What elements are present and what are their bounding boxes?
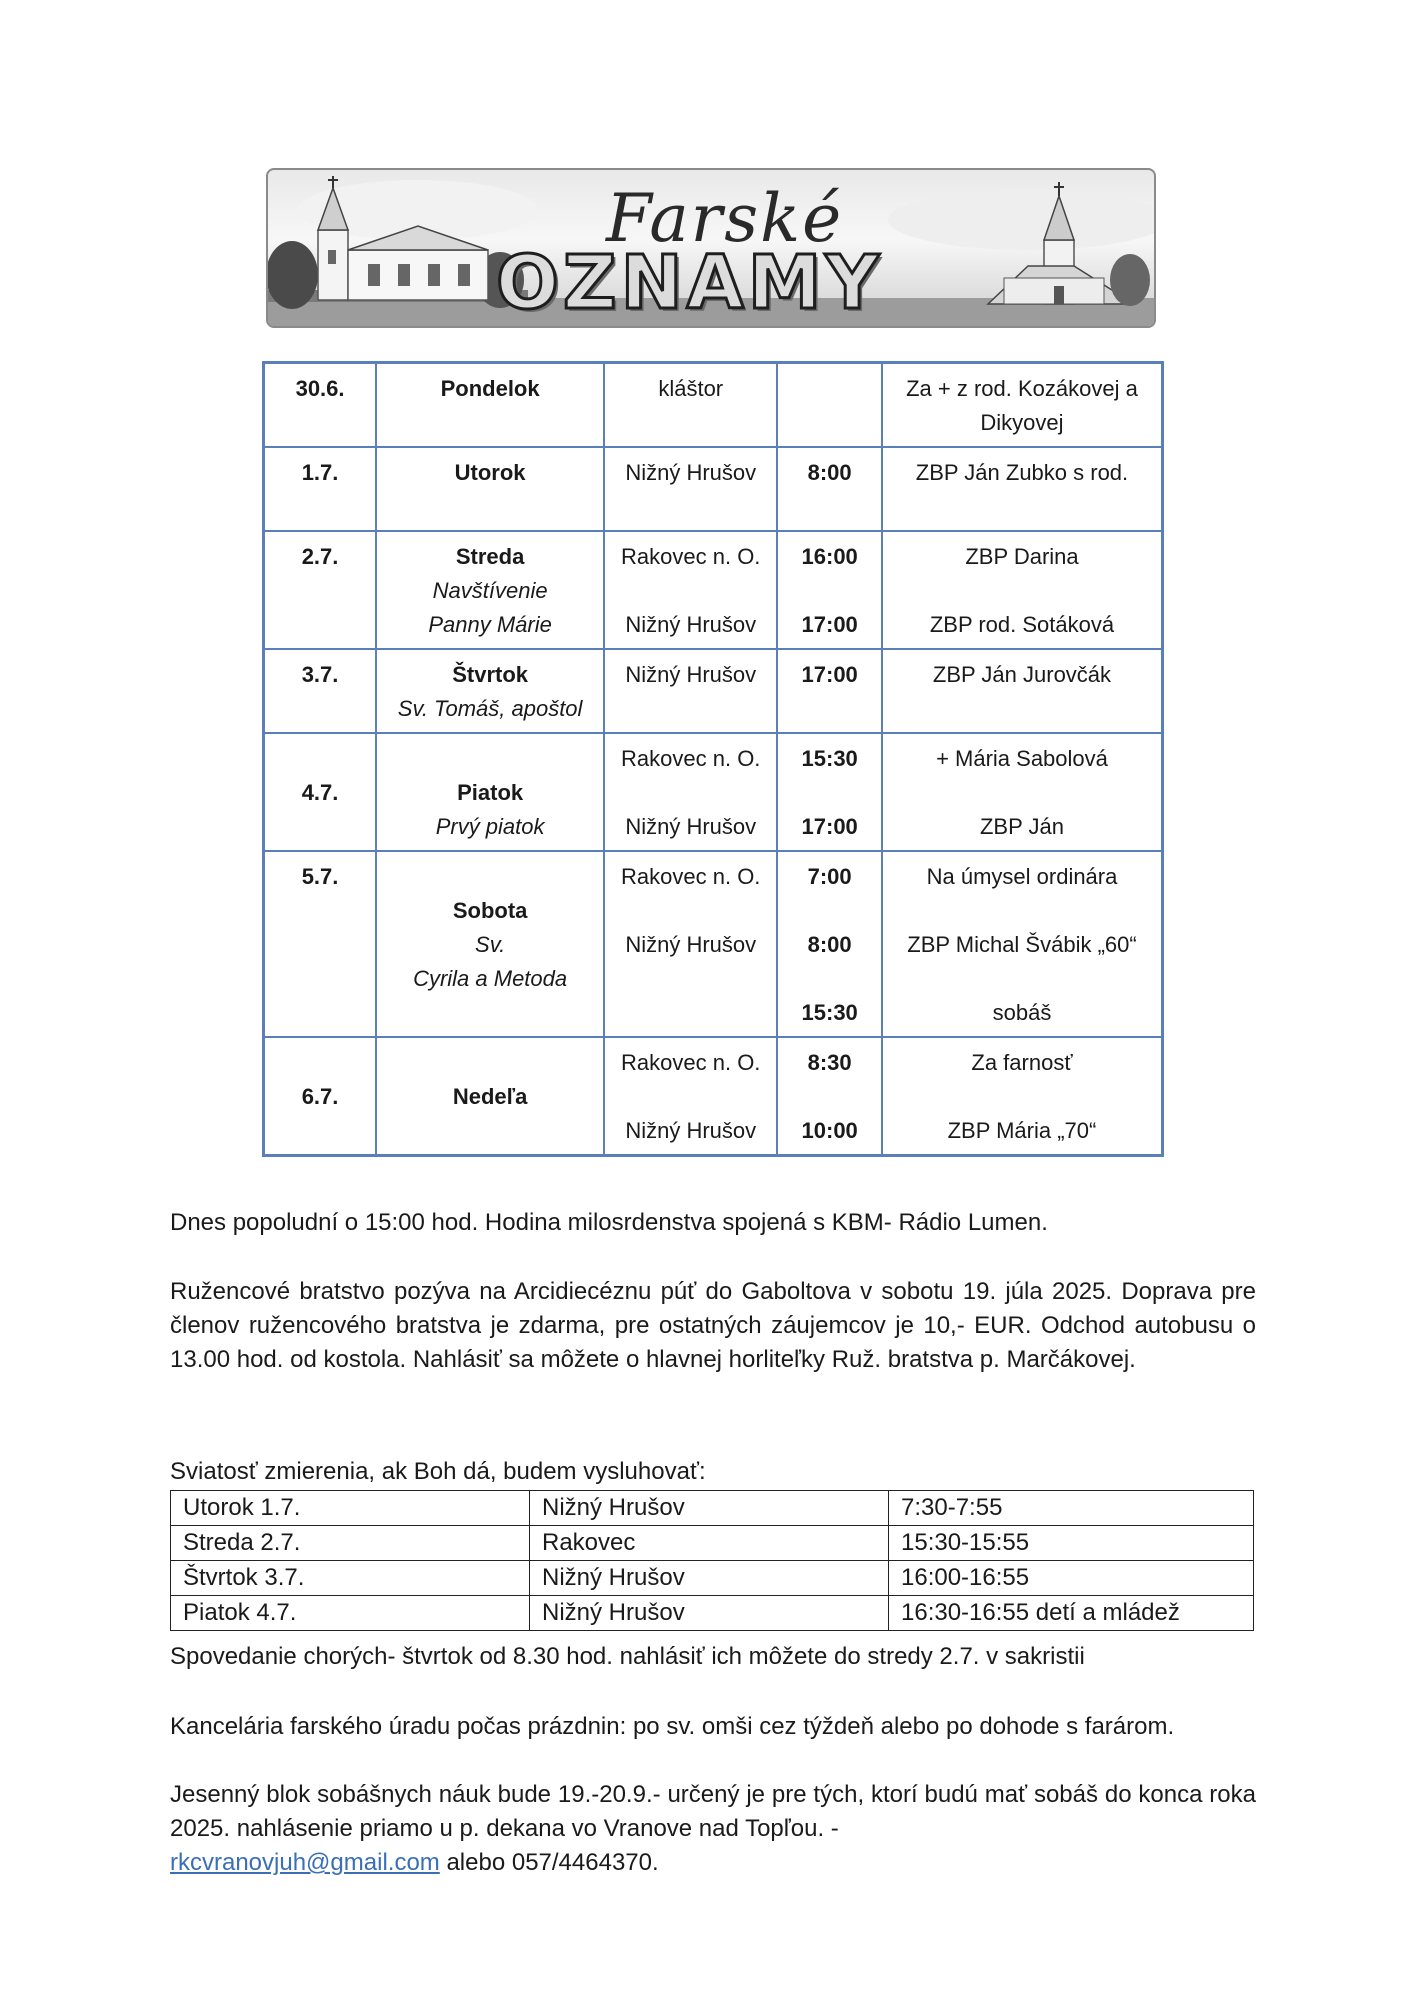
place-cell: Nižný Hrušov <box>604 447 777 531</box>
date-cell: 30.6. <box>264 363 377 448</box>
time-value: 8:30 <box>807 1050 852 1075</box>
confession-place: Rakovec <box>530 1526 889 1561</box>
place-cell <box>604 1037 777 1156</box>
date-cell: 6.7. <box>264 1037 377 1156</box>
day-name: Streda <box>455 544 525 569</box>
table-row <box>264 733 1163 851</box>
table-row <box>171 1596 1254 1631</box>
confession-place: Nižný Hrušov <box>530 1561 889 1596</box>
feast-name: Cyrila a Metoda <box>413 966 568 991</box>
time-value: 16:00 <box>801 544 858 569</box>
day-cell: Nedeľa <box>376 1037 604 1156</box>
day-name: Piatok <box>457 780 524 805</box>
place-name: Nižný Hrušov <box>625 814 757 839</box>
date-cell: 4.7. <box>264 733 377 851</box>
time-value: 17:00 <box>801 612 858 637</box>
banner-title-oznamy: OZNAMY <box>496 240 883 326</box>
confession-place: Nižný Hrušov <box>530 1491 889 1526</box>
confession-day: Piatok 4.7. <box>171 1596 530 1631</box>
intention-cell: ZBP Ján Zubko s rod. <box>882 447 1163 531</box>
intention-text: sobáš <box>992 1000 1052 1025</box>
place-cell: Nižný Hrušov <box>604 649 777 733</box>
table-row <box>171 1526 1254 1561</box>
day-name: Štvrtok <box>452 662 528 687</box>
place-cell: kláštor <box>604 363 777 448</box>
day-cell <box>376 851 604 1037</box>
intention-text: ZBP Mária „70“ <box>947 1118 1097 1143</box>
confession-time: 16:00-16:55 <box>889 1561 1254 1596</box>
table-row <box>171 1561 1254 1596</box>
place-name: Rakovec n. O. <box>621 544 761 569</box>
place-cell <box>604 733 777 851</box>
feast-name: Sv. <box>475 932 506 957</box>
table-row <box>264 447 1163 531</box>
table-row <box>264 851 1163 1037</box>
time-value: 17:00 <box>801 814 858 839</box>
intention-text: ZBP rod. Sotáková <box>929 612 1115 637</box>
time-cell <box>777 363 882 448</box>
intention-cell <box>882 851 1163 1037</box>
table-row <box>264 531 1163 649</box>
place-name: Nižný Hrušov <box>625 932 757 957</box>
intention-cell <box>882 1037 1163 1156</box>
confession-day: Streda 2.7. <box>171 1526 530 1561</box>
intention-text: Za farnosť <box>971 1050 1073 1075</box>
intention-text: Na úmysel ordinára <box>926 864 1118 889</box>
place-cell <box>604 851 777 1037</box>
time-value: 7:00 <box>807 864 852 889</box>
place-name: Nižný Hrušov <box>625 612 757 637</box>
announcement-mercy-hour: Dnes popoludní o 15:00 hod. Hodina milosrdenstva spojená s KBM- Rádio Lumen. <box>170 1209 1048 1236</box>
confession-intro: Sviatosť zmierenia, ak Boh dá, budem vysluhovať: <box>170 1458 706 1485</box>
time-cell <box>777 851 882 1037</box>
day-cell: Pondelok <box>376 363 604 448</box>
email-link[interactable]: rkcvranovjuh@gmail.com <box>170 1849 440 1876</box>
confession-day: Utorok 1.7. <box>171 1491 530 1526</box>
time-value: 15:30 <box>801 746 858 771</box>
marriage-course-text: Jesenný blok sobášnych náuk bude 19.-20.9.- určený je pre tých, ktorí budú mať sobáš do konca roka 2025. nahlásenie priamo u p. dekana vo Vranove nad Topľou. - <box>170 1781 1256 1842</box>
confession-day: Štvrtok 3.7. <box>171 1561 530 1596</box>
confession-time: 15:30-15:55 <box>889 1526 1254 1561</box>
day-name: Sobota <box>452 898 528 923</box>
time-value: 15:30 <box>801 1000 858 1025</box>
feast-name: Prvý piatok <box>435 814 545 839</box>
time-cell: 17:00 <box>777 649 882 733</box>
feast-name: Sv. Tomáš, apoštol <box>397 696 583 721</box>
date-cell: 2.7. <box>264 531 377 649</box>
table-row <box>171 1491 1254 1526</box>
announcement-pilgrimage: Ružencové bratstvo pozýva na Arcidiecéznu púť do Gaboltova v sobotu 19. júla 2025. Doprava pre členov ružencového bratstva je zdarma, pre ostatných záujemcov je 10,- EUR. Odchod autobusu o 13.00 hod. od kostola. Nahlásiť sa môžete o hlavnej horliteľky Ruž. bratstva p. Marčákovej. <box>170 1278 1256 1373</box>
time-cell: 8:00 <box>777 447 882 531</box>
intention-text: ZBP Michal Švábik „60“ <box>907 932 1137 957</box>
day-cell: Utorok <box>376 447 604 531</box>
banner-title-farske: Farské <box>606 180 844 257</box>
place-name: Nižný Hrušov <box>625 1118 757 1143</box>
mass-schedule-table <box>262 361 1164 1157</box>
date-cell: 1.7. <box>264 447 377 531</box>
place-name: Rakovec n. O. <box>621 864 761 889</box>
header-banner <box>266 168 1156 328</box>
time-value: 10:00 <box>801 1118 858 1143</box>
place-name: Rakovec n. O. <box>621 1050 761 1075</box>
table-row <box>264 649 1163 733</box>
phone-text: alebo 057/4464370. <box>439 1849 659 1876</box>
feast-name: Navštívenie Panny Márie <box>428 578 552 637</box>
time-cell <box>777 733 882 851</box>
place-cell <box>604 531 777 649</box>
place-name: Rakovec n. O. <box>621 746 761 771</box>
confession-time: 7:30-7:55 <box>889 1491 1254 1526</box>
day-cell <box>376 649 604 733</box>
confession-place: Nižný Hrušov <box>530 1596 889 1631</box>
day-cell <box>376 733 604 851</box>
date-cell: 3.7. <box>264 649 377 733</box>
table-row <box>264 1037 1163 1156</box>
announcement-marriage-course <box>170 1778 1256 1880</box>
intention-text: + Mária Sabolová <box>936 746 1108 771</box>
intention-cell <box>882 733 1163 851</box>
day-cell <box>376 531 604 649</box>
time-cell <box>777 1037 882 1156</box>
time-value: 8:00 <box>807 932 852 957</box>
time-cell <box>777 531 882 649</box>
table-row <box>264 363 1163 448</box>
announcement-office-hours: Kancelária farského úradu počas prázdnin: po sv. omši cez týždeň alebo po dohode s farárom. <box>170 1713 1175 1740</box>
confession-table <box>170 1490 1254 1631</box>
announcement-sick-confession: Spovedanie chorých- štvrtok od 8.30 hod. nahlásiť ich môžete do stredy 2.7. v sakristii <box>170 1643 1085 1670</box>
intention-cell: Za + z rod. Kozákovej a Dikyovej <box>882 363 1163 448</box>
intention-text: ZBP Darina <box>965 544 1079 569</box>
intention-cell: ZBP Ján Jurovčák <box>882 649 1163 733</box>
intention-cell <box>882 531 1163 649</box>
confession-time: 16:30-16:55 detí a mládež <box>889 1596 1254 1631</box>
intention-text: ZBP Ján <box>979 814 1064 839</box>
date-cell: 5.7. <box>264 851 377 1037</box>
